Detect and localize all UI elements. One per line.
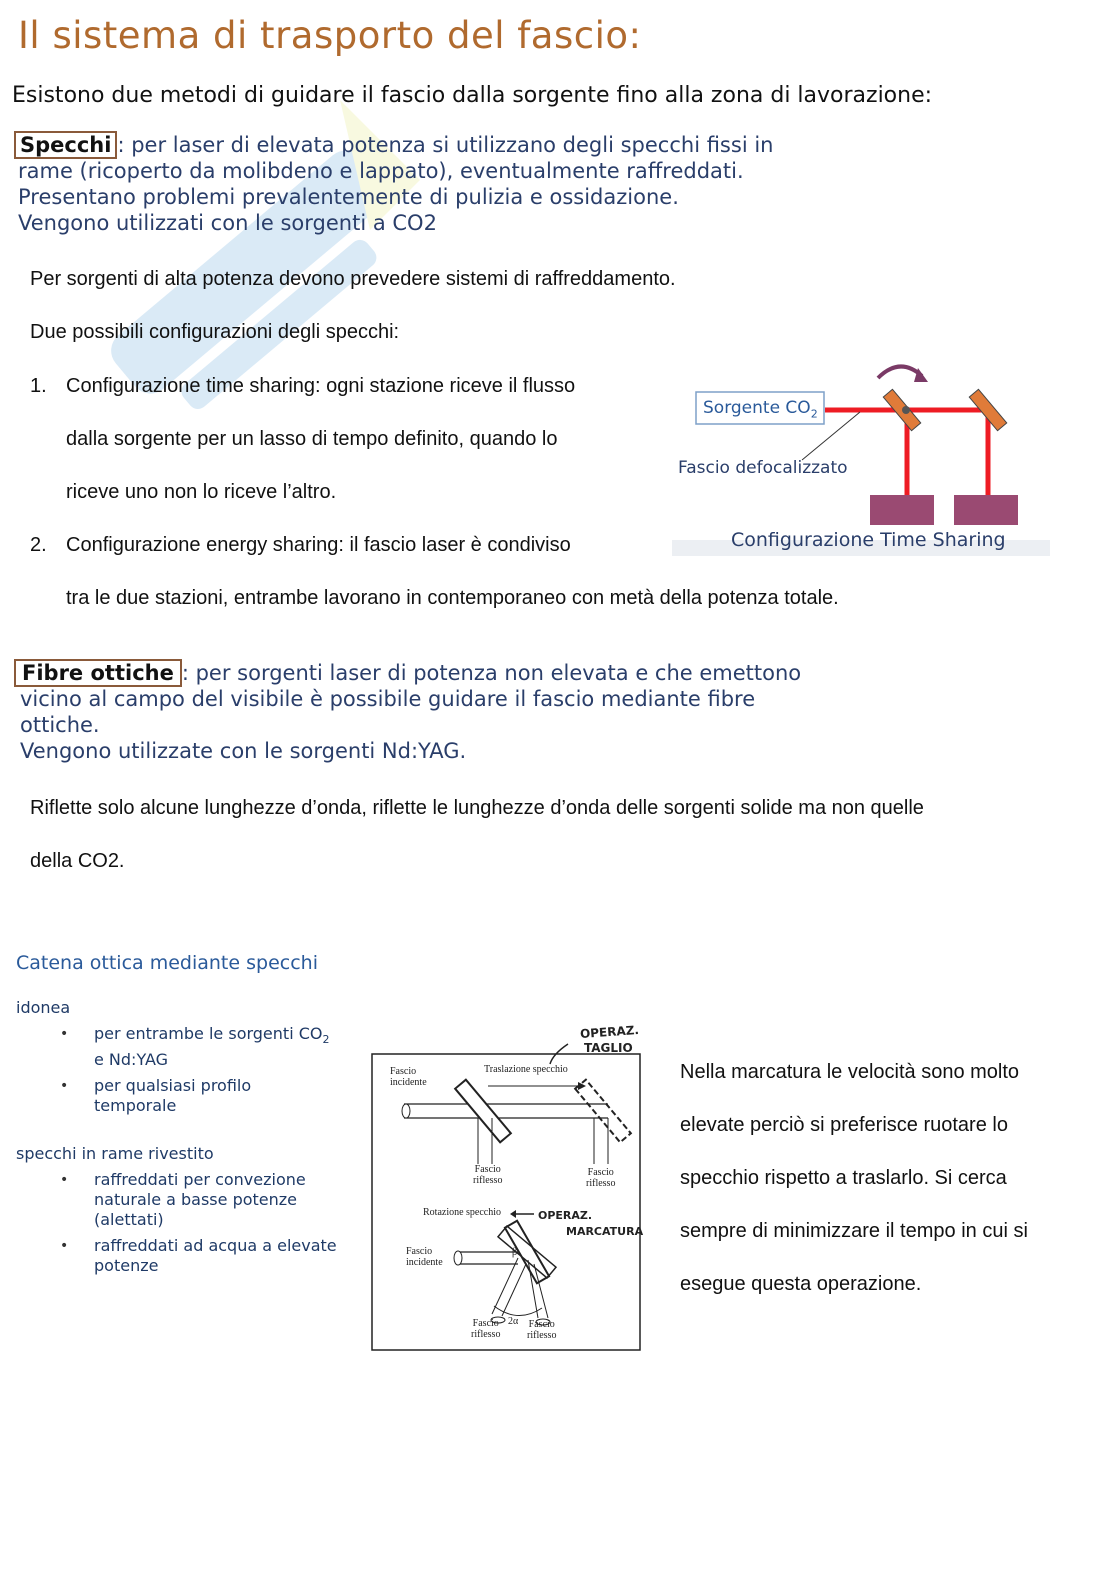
rotazione-label: Rotazione specchio <box>423 1207 502 1218</box>
alpha-label: 2α <box>508 1316 519 1327</box>
intro-text: Esistono due metodi di guidare il fascio dalla sorgente fino alla zona di lavorazione: <box>12 83 933 108</box>
taglio-label: TAGLIO <box>584 1041 633 1055</box>
para-configurazioni: Due possibili configurazioni degli specchi: <box>30 321 400 343</box>
fascio-riflesso-4: Fascio riflesso <box>527 1319 557 1341</box>
list-number-2: 2. <box>30 534 47 556</box>
source-label: Sorgente $CO_2$ <box>703 398 818 421</box>
operaz-taglio-label: OPERAZ. <box>579 1022 640 1042</box>
list-item-2-line1: Configurazione energy sharing: il fascio laser è condiviso <box>66 534 571 556</box>
bullet-profilo: • per qualsiasi profilo temporale <box>16 1076 356 1116</box>
bullet-sorgenti: • per entrambe le sorgenti $CO_2$ e Nd:YAG <box>16 1024 356 1070</box>
list-item-2-line2: tra le due stazioni, entrambe lavorano in contemporaneo con metà della potenza totale. <box>66 587 839 609</box>
fibre-line4: Vengono utilizzate con le sorgenti Nd:YAG. <box>20 739 467 763</box>
catena-heading: Catena ottica mediante specchi <box>16 952 318 974</box>
fascio-incidente-top: Fascio incidente <box>390 1066 427 1088</box>
para-riflette-line2: della CO2. <box>30 850 125 872</box>
list-item-1-line1: Configurazione time sharing: ogni stazione riceve il flusso <box>66 375 576 397</box>
fascio-riflesso-3: Fascio riflesso <box>471 1318 501 1340</box>
side-text-line3: specchio rispetto a traslarlo. Si cerca <box>680 1167 1007 1189</box>
list-number-1: 1. <box>30 375 47 397</box>
specchi-rame-label: specchi in rame rivestito <box>16 1144 214 1163</box>
list-item-1-line3: riceve uno non lo riceve l’altro. <box>66 481 337 503</box>
bullet-convezione: • raffreddati per convezione naturale a basse potenze (alettati) <box>16 1170 356 1230</box>
operaz-marcatura-label: OPERAZ. <box>538 1209 593 1222</box>
para-riflette-line1: Riflette solo alcune lunghezze d’onda, riflette le lunghezze d’onda delle sorgenti solide ma non quelle <box>30 797 924 819</box>
list-item-1-line2: dalla sorgente per un lasso di tempo definito, quando lo <box>66 428 558 450</box>
idonea-label: idonea <box>16 998 71 1017</box>
side-text-line5: esegue questa operazione. <box>680 1273 922 1295</box>
time-sharing-caption: Configurazione Time Sharing <box>731 529 1006 551</box>
fibre-block <box>14 660 894 764</box>
specchi-line3: Presentano problemi prevalentemente di pulizia e ossidazione. <box>18 185 679 209</box>
specchi-rame-list <box>16 1170 356 1276</box>
specchi-label: Specchi <box>14 131 117 159</box>
rotation-arrow-icon <box>878 366 922 378</box>
para-raffreddamento: Per sorgenti di alta potenza devono prevedere sistemi di raffreddamento. <box>30 268 676 290</box>
bullet-acqua: • raffreddati ad acqua a elevate potenze <box>16 1236 356 1276</box>
side-text-line2: elevate perciò si preferisce ruotare lo <box>680 1114 1008 1136</box>
specchi-line4: Vengono utilizzati con le sorgenti a CO2 <box>18 211 437 235</box>
fascio-riflesso-1: Fascio riflesso <box>473 1164 503 1186</box>
specchi-line1: : per laser di elevata potenza si utilizzano degli specchi fissi in <box>117 133 774 157</box>
fibre-line2: vicino al campo del visibile è possibile guidare il fascio mediante fibre <box>20 687 756 711</box>
side-text-line1: Nella marcatura le velocità sono molto <box>680 1061 1020 1083</box>
diagram-frame <box>372 1054 640 1350</box>
beta-label: β <box>512 1247 518 1258</box>
fibre-label: Fibre ottiche <box>14 659 182 687</box>
station-1 <box>870 495 934 525</box>
fibre-line3: ottiche. <box>20 713 100 737</box>
page-title: Il sistema di trasporto del fascio: <box>18 14 642 57</box>
marcatura-label: MARCATURA <box>566 1225 644 1238</box>
fascio-riflesso-2: Fascio riflesso <box>586 1167 616 1189</box>
side-text-line4: sempre di minimizzare il tempo in cui si <box>680 1220 1028 1242</box>
traslazione-label: Traslazione specchio <box>484 1064 568 1075</box>
specchi-block <box>14 132 894 236</box>
station-2 <box>954 495 1018 525</box>
fascio-incidente-bottom: Fascio incidente <box>406 1246 443 1268</box>
idonea-list <box>16 1024 356 1116</box>
fibre-line1: : per sorgenti laser di potenza non elevata e che emettono <box>181 661 802 685</box>
fascio-defocalizzato-label: Fascio defocalizzato <box>678 458 848 478</box>
specchi-line2: rame (ricoperto da molibdeno e lappato), eventualmente raffreddati. <box>18 159 744 183</box>
